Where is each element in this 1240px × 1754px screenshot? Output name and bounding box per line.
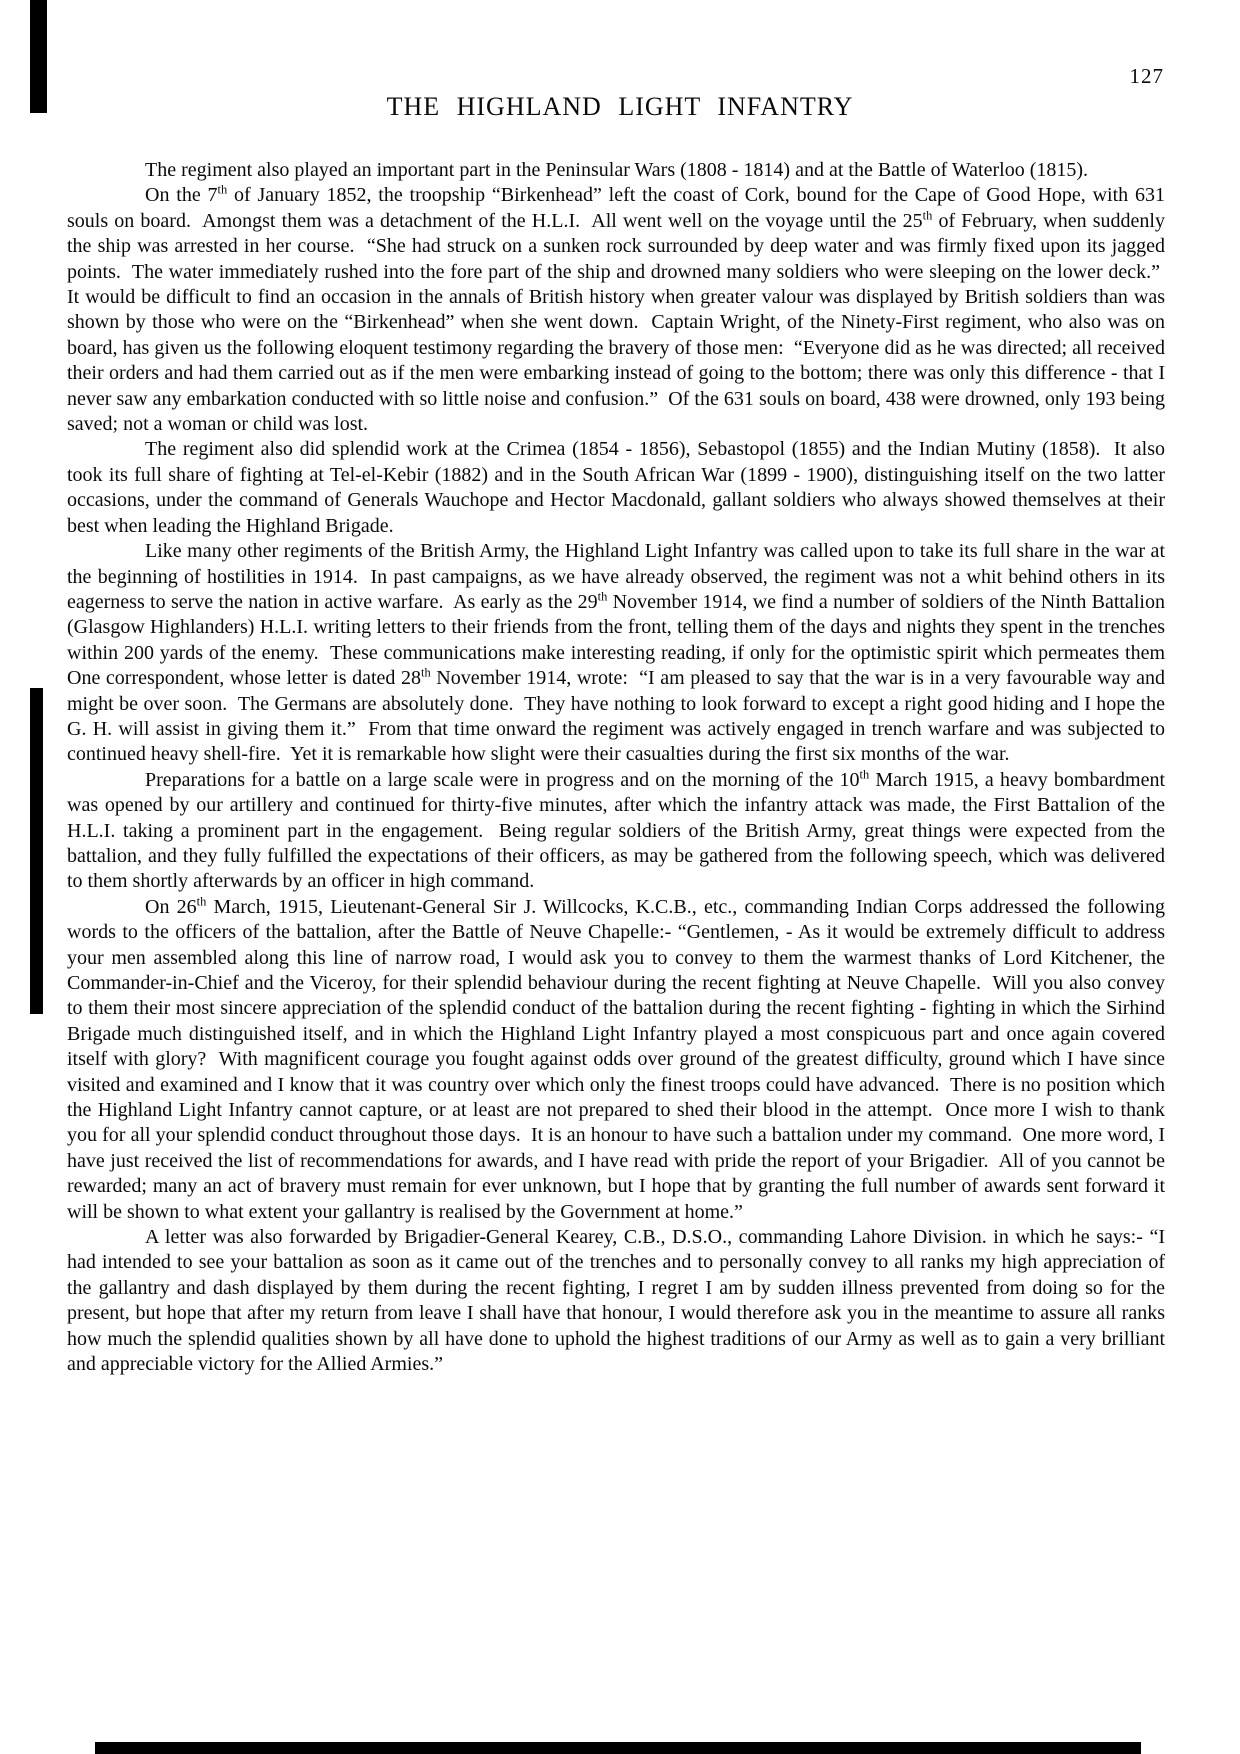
paragraph: The regiment also did splendid work at the Crimea (1854 - 1856), Sebastopol (1855) and the Indian Mutiny (1858). It also took its full share of fighting at Tel-el-Kebir (1882) and in the South African War (1899 - 1900), distinguishing itself on the two latter occasions, under the command of Generals Wauchope and Hector Macdonald, gallant soldiers who always showed themselves at their best when leading the Highland Brigade. — [67, 438, 1165, 537]
page-title: THE HIGHLAND LIGHT INFANTRY — [386, 92, 854, 121]
body-paragraphs — [67, 158, 1165, 1378]
paragraph: A letter was also forwarded by Brigadier-General Kearey, C.B., D.S.O., commanding Lahore Division. in which he says:- “I had intended to see your battalion as soon as it came out of the trenches and to personally convey to all ranks my high appreciation of the gallantry and dash displayed by them during the recent fighting, I regret I am by sudden illness prevented from doing so for the present, but hope that after my return from leave I shall have that honour, I would therefore ask you in the meantime to assure all ranks how much the splendid qualities shown by all have done to uphold the highest traditions of our Army as well as to gain a very brilliant and appreciable victory for the Allied Armies.” — [67, 1226, 1165, 1376]
paragraph: Like many other regiments of the British Army, the Highland Light Infantry was called upon to take its full share in the war at the beginning of hostilities in 1914. In past campaigns, as we have already observed, the regiment was not a whit behind others in its eagerness to serve the nation in active warfare. As early as the 29th November 1914, we find a number of soldiers of the Ninth Battalion (Glasgow Highlanders) H.L.I. writing letters to their friends from the front, telling them of the days and nights they spent in the trenches within 200 yards of the enemy. These communications make interesting reading, if only for the optimistic spirit which permeates them One correspondent, whose letter is dated 28th November 1914, wrote: “I am pleased to say that the war is in a very favourable way and might be over soon. The Germans are absolutely done. They have nothing to look forward to except a right good hiding and I hope the G. H. will assist in giving them it.” From that time onward the regiment was actively engaged in trench warfare and was subjected to continued heavy shell-fire. Yet it is remarkable how slight were their casualties during the first six months of the war. — [67, 540, 1165, 766]
page-number: 127 — [1129, 64, 1164, 88]
scan-artifact-bottom — [95, 1742, 1141, 1754]
paragraph: Preparations for a battle on a large scale were in progress and on the morning of the 10th March 1915, a heavy bombardment was opened by our artillery and continued for thirty-five minutes, after which the infantry attack was made, the First Battalion of the H.L.I. taking a prominent part in the engagement. Being regular soldiers of the British Army, great things were expected from the battalion, and they fully fulfilled the expectations of their officers, as may be gathered from the following speech, which was delivered to them shortly afterwards by an officer in high command. — [67, 767, 1166, 893]
paragraph: The regiment also played an important part in the Peninsular Wars (1808 - 1814) and at the Battle of Waterloo (1815). — [145, 159, 1089, 181]
paragraph: On 26th March, 1915, Lieutenant-General Sir J. Willcocks, K.C.B., etc., commanding Indian Corps addressed the following words to the officers of the battalion, after the Battle of Neuve Chapelle:- “Gentlemen, - As it would be extremely difficult to address your men assembled along this line of narrow road, I would ask you to convey to them the warmest thanks of Lord Kitchener, the Commander-in-Chief and the Viceroy, for their splendid behaviour during the recent fighting at Neuve Chapelle. Will you also convey to them their most sincere appreciation of the splendid conduct of the battalion during the recent fighting - fighting in which the Sirhind Brigade much distinguished itself, and in which the Highland Light Infantry played a most conspicuous part and once again covered itself with glory? With magnificent courage you fought against odds over ground of the greatest difficulty, ground which I have since visited and examined and I know that it was country over which only the finest troops could have advanced. There is no position which the Highland Light Infantry cannot capture, or at least are not prepared to shed their blood in the attempt. Once more I wish to thank you for all your splendid conduct throughout those days. It is an honour to have such a battalion under my command. One more word, I have just received the list of recommendations for awards, and I have read with pride the report of your Brigadier. All of you cannot be rewarded; many an act of bravery must remain for ever unknown, but I hope that by granting the full number of awards sent forward it will be shown to what extent your gallantry is realised by the Government at home.” — [67, 894, 1165, 1223]
paragraph: On the 7th of January 1852, the troopship “Birkenhead” left the coast of Cork, bound for the Cape of Good Hope, with 631 souls on board. Amongst them was a detachment of the H.L.I. All went well on the voyage until the 25th of February, when suddenly the ship was arrested in her course. “She had struck on a sunken rock surrounded by deep water and was firmly fixed upon its jagged points. The water immediately rushed into the fore part of the ship and drowned many soldiers who were sleeping on the lower deck.” It would be difficult to find an occasion in the annals of British history when greater valour was displayed by British soldiers than was shown by those who were on the “Birkenhead” when she went down. Captain Wright, of the Ninety-First regiment, who also was on board, has given us the following eloquent testimony regarding the bravery of those men: “Everyone did as he was directed; all received their orders and had them carried out as if the men were embarking instead of going to the bottom; there was only this difference - that I never saw any embarkation conducted with so little noise and confusion.” Of the 631 souls on board, 438 were drowned, only 193 being saved; not a woman or child was lost. — [67, 182, 1165, 436]
scan-artifact-left-middle — [30, 688, 43, 1014]
